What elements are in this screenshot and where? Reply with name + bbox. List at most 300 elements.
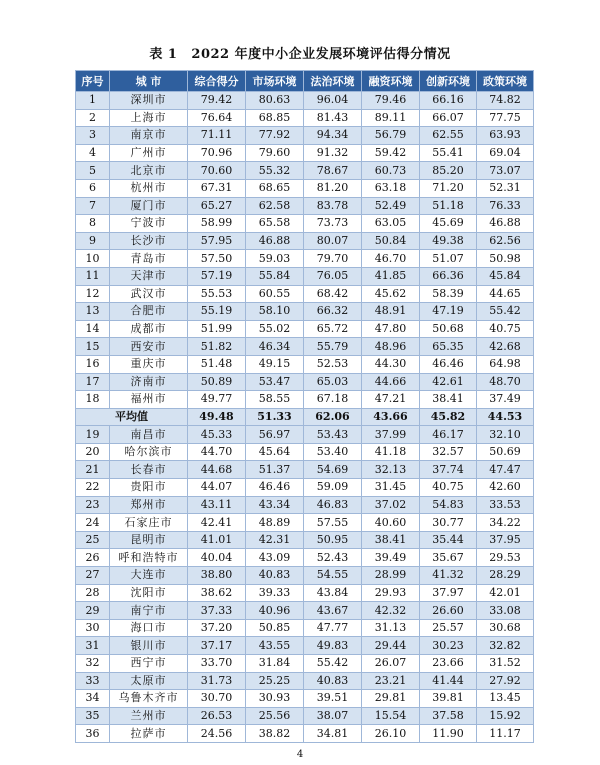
table-row [76, 707, 534, 725]
table-row [76, 320, 534, 338]
score-cell: 45.33 [188, 426, 246, 444]
table-row [76, 602, 534, 620]
score-cell: 39.81 [420, 690, 477, 708]
score-cell: 31.84 [246, 655, 304, 673]
average-cell: 43.66 [362, 408, 420, 426]
rank-cell: 9 [76, 232, 110, 250]
score-cell: 63.18 [362, 179, 420, 197]
score-cell: 46.46 [246, 479, 304, 497]
score-cell: 43.55 [246, 637, 304, 655]
score-cell: 43.09 [246, 549, 304, 567]
score-cell: 48.91 [362, 303, 420, 321]
score-cell: 44.70 [188, 443, 246, 461]
score-cell: 29.44 [362, 637, 420, 655]
table-row [76, 197, 534, 215]
score-cell: 47.21 [362, 391, 420, 409]
score-cell: 47.77 [304, 619, 362, 637]
rank-cell: 28 [76, 584, 110, 602]
city-cell: 福州市 [110, 391, 188, 409]
score-cell: 59.03 [246, 250, 304, 268]
table-row [76, 127, 534, 145]
column-header: 序号 [76, 71, 110, 92]
score-cell: 52.53 [304, 355, 362, 373]
rank-cell: 4 [76, 144, 110, 162]
score-cell: 55.32 [246, 162, 304, 180]
score-cell: 51.48 [188, 355, 246, 373]
table-row [76, 215, 534, 233]
score-cell: 65.27 [188, 197, 246, 215]
table-row [76, 496, 534, 514]
score-cell: 55.79 [304, 338, 362, 356]
rank-cell: 36 [76, 725, 110, 743]
rank-cell: 17 [76, 373, 110, 391]
rank-cell: 1 [76, 92, 110, 110]
score-cell: 41.01 [188, 531, 246, 549]
score-cell: 23.21 [362, 672, 420, 690]
score-cell: 42.32 [362, 602, 420, 620]
city-cell: 广州市 [110, 144, 188, 162]
score-cell: 79.70 [304, 250, 362, 268]
score-cell: 44.30 [362, 355, 420, 373]
rank-cell: 3 [76, 127, 110, 145]
table-row [76, 567, 534, 585]
score-cell: 48.89 [246, 514, 304, 532]
score-cell: 80.63 [246, 92, 304, 110]
score-cell: 33.53 [477, 496, 534, 514]
table-row [76, 285, 534, 303]
rank-cell: 29 [76, 602, 110, 620]
rank-cell: 23 [76, 496, 110, 514]
score-cell: 54.83 [420, 496, 477, 514]
city-cell: 哈尔滨市 [110, 443, 188, 461]
score-cell: 66.32 [304, 303, 362, 321]
rank-cell: 11 [76, 267, 110, 285]
score-cell: 57.95 [188, 232, 246, 250]
city-cell: 海口市 [110, 619, 188, 637]
column-header: 市场环境 [246, 71, 304, 92]
score-cell: 55.53 [188, 285, 246, 303]
score-cell: 55.42 [304, 655, 362, 673]
score-cell: 48.96 [362, 338, 420, 356]
score-cell: 32.82 [477, 637, 534, 655]
score-cell: 70.96 [188, 144, 246, 162]
score-cell: 39.49 [362, 549, 420, 567]
score-cell: 74.82 [477, 92, 534, 110]
table-row [76, 391, 534, 409]
score-cell: 49.38 [420, 232, 477, 250]
score-cell: 40.60 [362, 514, 420, 532]
score-cell: 26.07 [362, 655, 420, 673]
score-cell: 37.99 [362, 426, 420, 444]
column-header: 综合得分 [188, 71, 246, 92]
score-cell: 59.09 [304, 479, 362, 497]
score-cell: 52.49 [362, 197, 420, 215]
score-cell: 42.61 [420, 373, 477, 391]
rank-cell: 30 [76, 619, 110, 637]
table-row [76, 144, 534, 162]
score-cell: 58.55 [246, 391, 304, 409]
score-cell: 37.20 [188, 619, 246, 637]
score-cell: 65.03 [304, 373, 362, 391]
table-row [76, 338, 534, 356]
city-cell: 重庆市 [110, 355, 188, 373]
score-cell: 53.40 [304, 443, 362, 461]
score-cell: 46.70 [362, 250, 420, 268]
score-cell: 60.73 [362, 162, 420, 180]
score-cell: 41.85 [362, 267, 420, 285]
table-row [76, 162, 534, 180]
score-cell: 50.84 [362, 232, 420, 250]
score-cell: 51.18 [420, 197, 477, 215]
score-cell: 15.92 [477, 707, 534, 725]
score-cell: 44.68 [188, 461, 246, 479]
score-cell: 23.66 [420, 655, 477, 673]
score-cell: 39.51 [304, 690, 362, 708]
rank-cell: 26 [76, 549, 110, 567]
score-cell: 73.73 [304, 215, 362, 233]
score-cell: 46.46 [420, 355, 477, 373]
score-cell: 38.41 [362, 531, 420, 549]
score-cell: 46.88 [246, 232, 304, 250]
score-cell: 55.42 [477, 303, 534, 321]
rank-cell: 5 [76, 162, 110, 180]
score-cell: 30.70 [188, 690, 246, 708]
average-cell: 51.33 [246, 408, 304, 426]
city-cell: 天津市 [110, 267, 188, 285]
score-cell: 71.11 [188, 127, 246, 145]
score-cell: 51.82 [188, 338, 246, 356]
score-cell: 76.64 [188, 109, 246, 127]
score-cell: 34.81 [304, 725, 362, 743]
score-cell: 41.18 [362, 443, 420, 461]
score-cell: 50.95 [304, 531, 362, 549]
score-cell: 53.47 [246, 373, 304, 391]
score-cell: 11.17 [477, 725, 534, 743]
score-cell: 33.08 [477, 602, 534, 620]
table-row [76, 232, 534, 250]
score-cell: 45.64 [246, 443, 304, 461]
city-cell: 成都市 [110, 320, 188, 338]
score-cell: 54.55 [304, 567, 362, 585]
city-cell: 济南市 [110, 373, 188, 391]
rank-cell: 32 [76, 655, 110, 673]
table-row [76, 355, 534, 373]
rank-cell: 35 [76, 707, 110, 725]
city-cell: 呼和浩特市 [110, 549, 188, 567]
table-row [76, 672, 534, 690]
score-cell: 44.65 [477, 285, 534, 303]
score-cell: 38.82 [246, 725, 304, 743]
score-cell: 11.90 [420, 725, 477, 743]
table-row [76, 92, 534, 110]
score-cell: 49.77 [188, 391, 246, 409]
score-cell: 54.69 [304, 461, 362, 479]
city-cell: 西安市 [110, 338, 188, 356]
score-cell: 27.92 [477, 672, 534, 690]
score-cell: 76.05 [304, 267, 362, 285]
score-cell: 30.23 [420, 637, 477, 655]
score-cell: 50.89 [188, 373, 246, 391]
city-cell: 厦门市 [110, 197, 188, 215]
score-cell: 43.11 [188, 496, 246, 514]
city-cell: 石家庄市 [110, 514, 188, 532]
city-cell: 乌鲁木齐市 [110, 690, 188, 708]
score-cell: 42.41 [188, 514, 246, 532]
average-cell: 44.53 [477, 408, 534, 426]
score-cell: 29.81 [362, 690, 420, 708]
average-label: 平均值 [76, 408, 188, 426]
score-cell: 30.68 [477, 619, 534, 637]
city-cell: 北京市 [110, 162, 188, 180]
rank-cell: 34 [76, 690, 110, 708]
page-number: 4 [296, 749, 304, 760]
score-cell: 34.22 [477, 514, 534, 532]
city-cell: 太原市 [110, 672, 188, 690]
table-number: 表 1 [149, 47, 178, 62]
score-cell: 41.44 [420, 672, 477, 690]
table-row [76, 655, 534, 673]
score-cell: 42.01 [477, 584, 534, 602]
rank-cell: 15 [76, 338, 110, 356]
score-cell: 50.68 [420, 320, 477, 338]
score-cell: 28.99 [362, 567, 420, 585]
score-cell: 26.53 [188, 707, 246, 725]
score-cell: 38.41 [420, 391, 477, 409]
score-cell: 31.73 [188, 672, 246, 690]
score-cell: 57.55 [304, 514, 362, 532]
score-cell: 37.17 [188, 637, 246, 655]
score-cell: 37.95 [477, 531, 534, 549]
score-cell: 89.11 [362, 109, 420, 127]
score-cell: 57.50 [188, 250, 246, 268]
score-cell: 41.32 [420, 567, 477, 585]
table-row [76, 461, 534, 479]
city-cell: 武汉市 [110, 285, 188, 303]
city-cell: 银川市 [110, 637, 188, 655]
score-cell: 58.99 [188, 215, 246, 233]
score-cell: 26.60 [420, 602, 477, 620]
score-cell: 70.60 [188, 162, 246, 180]
score-cell: 63.93 [477, 127, 534, 145]
table-row [76, 531, 534, 549]
table-row [76, 479, 534, 497]
table-row [76, 426, 534, 444]
score-cell: 46.34 [246, 338, 304, 356]
score-cell: 67.18 [304, 391, 362, 409]
city-cell: 南昌市 [110, 426, 188, 444]
score-cell: 25.56 [246, 707, 304, 725]
score-cell: 78.67 [304, 162, 362, 180]
rank-cell: 24 [76, 514, 110, 532]
score-cell: 31.52 [477, 655, 534, 673]
score-cell: 35.44 [420, 531, 477, 549]
score-cell: 44.07 [188, 479, 246, 497]
score-cell: 77.92 [246, 127, 304, 145]
rank-cell: 16 [76, 355, 110, 373]
table-row [76, 725, 534, 743]
score-cell: 25.57 [420, 619, 477, 637]
average-cell: 49.48 [188, 408, 246, 426]
score-cell: 46.83 [304, 496, 362, 514]
table-row [76, 619, 534, 637]
score-cell: 43.84 [304, 584, 362, 602]
city-cell: 深圳市 [110, 92, 188, 110]
score-cell: 46.17 [420, 426, 477, 444]
table-row [76, 250, 534, 268]
score-cell: 33.70 [188, 655, 246, 673]
score-cell: 40.75 [477, 320, 534, 338]
score-cell: 55.41 [420, 144, 477, 162]
score-cell: 48.70 [477, 373, 534, 391]
score-cell: 65.35 [420, 338, 477, 356]
table-caption [0, 43, 600, 62]
score-cell: 13.45 [477, 690, 534, 708]
score-cell: 50.98 [477, 250, 534, 268]
city-cell: 青岛市 [110, 250, 188, 268]
score-cell: 24.56 [188, 725, 246, 743]
table-row [76, 584, 534, 602]
rank-cell: 20 [76, 443, 110, 461]
score-cell: 66.16 [420, 92, 477, 110]
rank-cell: 10 [76, 250, 110, 268]
score-cell: 50.69 [477, 443, 534, 461]
rank-cell: 14 [76, 320, 110, 338]
score-cell: 45.62 [362, 285, 420, 303]
column-header: 法治环境 [304, 71, 362, 92]
city-cell: 贵阳市 [110, 479, 188, 497]
rank-cell: 19 [76, 426, 110, 444]
score-cell: 31.13 [362, 619, 420, 637]
score-cell: 67.31 [188, 179, 246, 197]
score-cell: 58.39 [420, 285, 477, 303]
score-cell: 29.53 [477, 549, 534, 567]
score-cell: 29.93 [362, 584, 420, 602]
score-cell: 40.83 [246, 567, 304, 585]
score-cell: 56.97 [246, 426, 304, 444]
score-cell: 80.07 [304, 232, 362, 250]
score-cell: 38.80 [188, 567, 246, 585]
column-header: 融资环境 [362, 71, 420, 92]
score-cell: 26.10 [362, 725, 420, 743]
table-row [76, 514, 534, 532]
score-cell: 51.07 [420, 250, 477, 268]
score-cell: 79.60 [246, 144, 304, 162]
table-row [76, 443, 534, 461]
rank-cell: 8 [76, 215, 110, 233]
score-cell: 47.80 [362, 320, 420, 338]
score-cell: 32.13 [362, 461, 420, 479]
score-cell: 43.67 [304, 602, 362, 620]
score-cell: 30.93 [246, 690, 304, 708]
score-cell: 37.58 [420, 707, 477, 725]
score-cell: 49.15 [246, 355, 304, 373]
city-cell: 南宁市 [110, 602, 188, 620]
table-title: 2022 年度中小企业发展环境评估得分情况 [191, 47, 451, 62]
rank-cell: 22 [76, 479, 110, 497]
score-cell: 31.45 [362, 479, 420, 497]
score-cell: 50.85 [246, 619, 304, 637]
score-cell: 76.33 [477, 197, 534, 215]
score-cell: 35.67 [420, 549, 477, 567]
score-cell: 47.19 [420, 303, 477, 321]
table-row [76, 109, 534, 127]
score-cell: 60.55 [246, 285, 304, 303]
score-cell: 62.56 [477, 232, 534, 250]
score-cell: 65.58 [246, 215, 304, 233]
table-row [76, 637, 534, 655]
score-cell: 30.77 [420, 514, 477, 532]
city-cell: 沈阳市 [110, 584, 188, 602]
city-cell: 长沙市 [110, 232, 188, 250]
city-cell: 合肥市 [110, 303, 188, 321]
city-cell: 拉萨市 [110, 725, 188, 743]
column-header: 政策环境 [477, 71, 534, 92]
score-cell: 46.88 [477, 215, 534, 233]
rank-cell: 25 [76, 531, 110, 549]
table-row [76, 303, 534, 321]
score-cell: 44.66 [362, 373, 420, 391]
score-cell: 40.75 [420, 479, 477, 497]
rank-cell: 33 [76, 672, 110, 690]
score-cell: 68.42 [304, 285, 362, 303]
score-cell: 63.05 [362, 215, 420, 233]
score-cell: 65.72 [304, 320, 362, 338]
score-cell: 38.62 [188, 584, 246, 602]
score-cell: 81.20 [304, 179, 362, 197]
city-cell: 杭州市 [110, 179, 188, 197]
score-cell: 66.36 [420, 267, 477, 285]
score-cell: 64.98 [477, 355, 534, 373]
score-cell: 91.32 [304, 144, 362, 162]
score-cell: 68.85 [246, 109, 304, 127]
score-cell: 55.19 [188, 303, 246, 321]
rank-cell: 12 [76, 285, 110, 303]
score-cell: 62.58 [246, 197, 304, 215]
score-cell: 71.20 [420, 179, 477, 197]
score-cell: 55.84 [246, 267, 304, 285]
city-cell: 宁波市 [110, 215, 188, 233]
score-cell: 45.84 [477, 267, 534, 285]
score-cell: 66.07 [420, 109, 477, 127]
score-cell: 55.02 [246, 320, 304, 338]
score-cell: 40.96 [246, 602, 304, 620]
score-table [75, 70, 534, 743]
score-cell: 37.97 [420, 584, 477, 602]
rank-cell: 27 [76, 567, 110, 585]
score-cell: 37.02 [362, 496, 420, 514]
table-row [76, 549, 534, 567]
average-cell: 45.82 [420, 408, 477, 426]
header-row [76, 71, 534, 92]
table-row [76, 179, 534, 197]
score-cell: 69.04 [477, 144, 534, 162]
score-cell: 32.10 [477, 426, 534, 444]
score-cell: 32.57 [420, 443, 477, 461]
score-cell: 42.31 [246, 531, 304, 549]
city-cell: 兰州市 [110, 707, 188, 725]
score-cell: 68.65 [246, 179, 304, 197]
score-cell: 58.10 [246, 303, 304, 321]
score-cell: 15.54 [362, 707, 420, 725]
score-cell: 81.43 [304, 109, 362, 127]
rank-cell: 31 [76, 637, 110, 655]
score-cell: 38.07 [304, 707, 362, 725]
rank-cell: 2 [76, 109, 110, 127]
score-cell: 40.83 [304, 672, 362, 690]
score-cell: 47.47 [477, 461, 534, 479]
score-cell: 43.34 [246, 496, 304, 514]
score-cell: 59.42 [362, 144, 420, 162]
